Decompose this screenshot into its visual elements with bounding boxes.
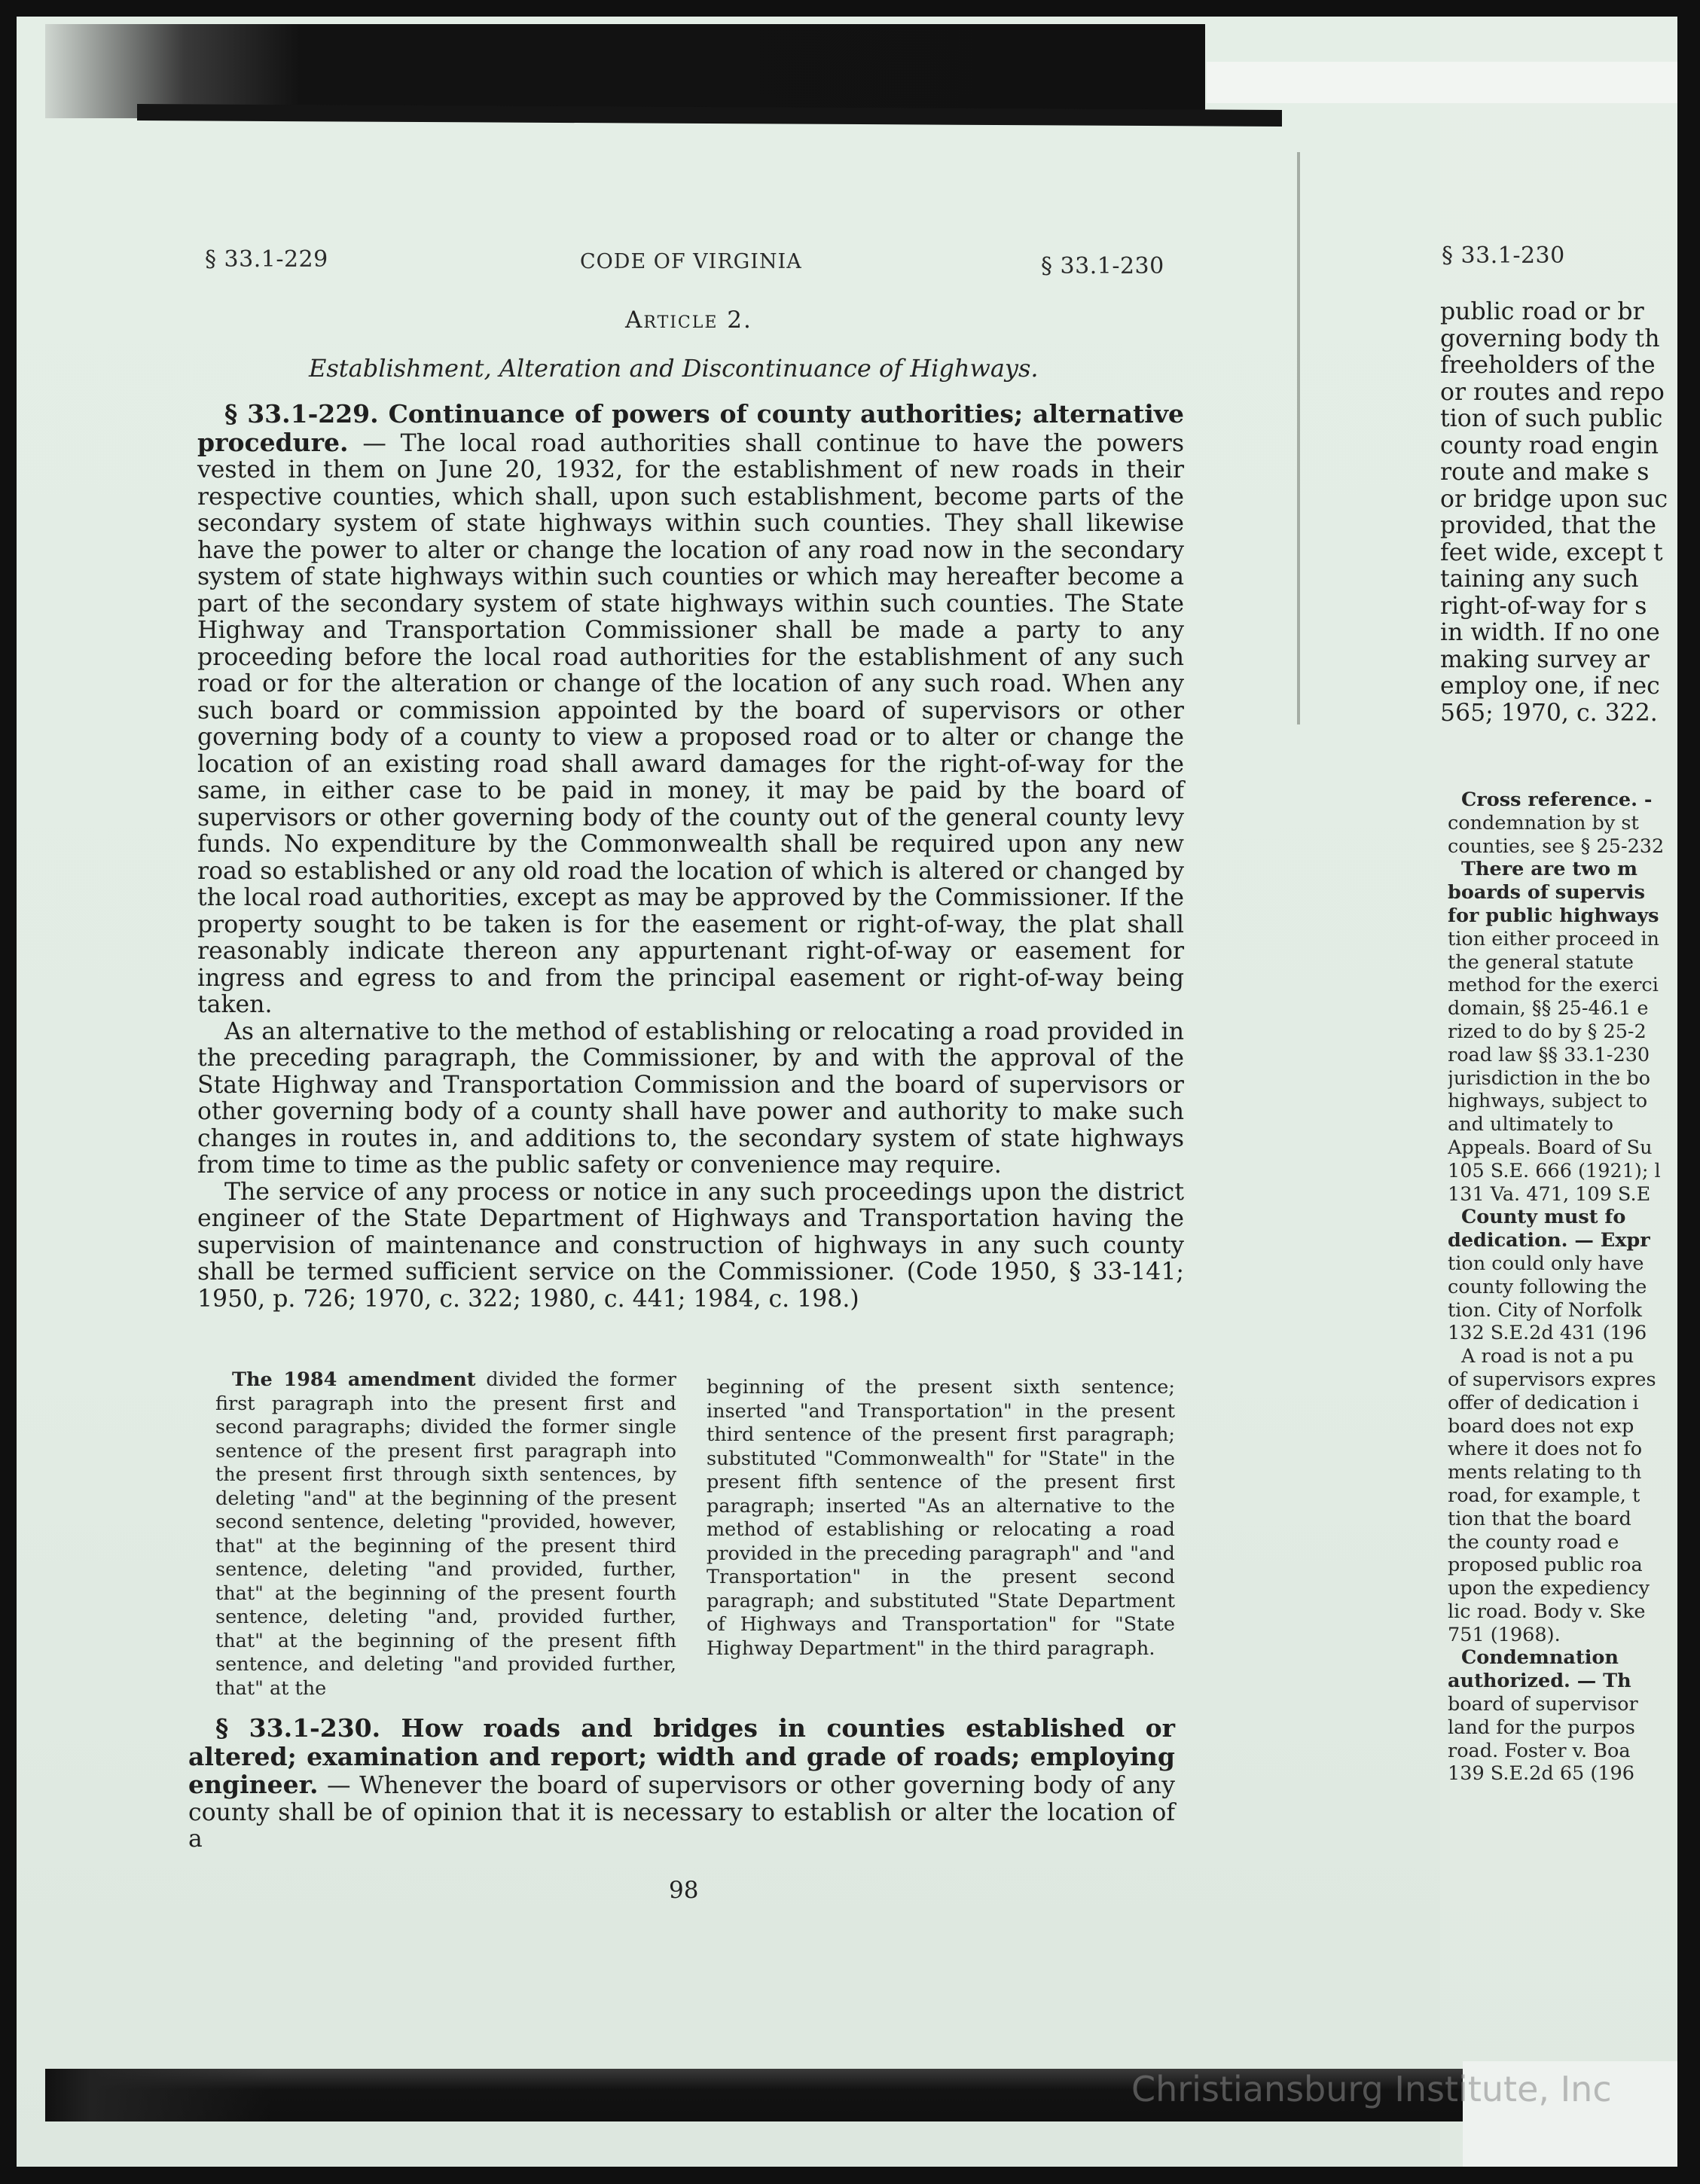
watermark-text: Christiansburg Institute, Inc bbox=[1131, 2069, 1612, 2109]
next-page-note-line: Cross reference. - bbox=[1461, 788, 1653, 811]
next-page-note-line: 139 S.E.2d 65 (196 bbox=[1448, 1762, 1634, 1786]
next-page-note-line: There are two m bbox=[1461, 858, 1637, 881]
next-page-main-line: governing body th bbox=[1440, 325, 1660, 352]
next-page-main-line: in width. If no one bbox=[1440, 619, 1660, 646]
section-229-para-1-text: — The local road authorities shall continue to have the powers vested in them on June 20, 1932, for the establishment of new roads in their respective counties, which shall, upon such establishment, become parts of the secondary system of state highways within such counties. They shall likewise have the power to alter or change the location of any road now in the secondary system of state highways within such counties or which may hereafter become a part of the secondary system of state highways within such counties. The State Highway and Transportation Commissioner shall be made a party to any proceeding before the local road authorities for the establishment of any such road or for the alteration or change of the location of any such road. When any such board or commission appointed by the board of supervisors or other governing body of a county to view a proposed road or to alter or change the location of an existing road shall award damages for the right-of-way for the same, in either case to be paid in money, it may be paid by the board of supervisors or other governing body of the county out of the general county levy funds. No expenditure by the Commonwealth shall be required upon any new road so established or any old road the location of which is altered or changed by the local road authorities, except as may be approved by the Commissioner. If the property sought to be taken is for the easement or right-of-way, the plat shall reasonably indicate thereon any appurtenant right-of-way or easement for ingress and egress to and from the principal easement or right-of-way being taken. bbox=[197, 429, 1184, 1018]
next-page-annotations bbox=[1448, 788, 1677, 1786]
next-page-note-line: for public highways bbox=[1448, 904, 1659, 927]
amendment-note-right-text: beginning of the present sixth sentence; inserted "and Transportation" in the present third sentence of the present first paragraph; substituted "Commonwealth" for "State" in the present fifth sentence of the present first paragraph; inserted "As an alternative to the method of establishing or relocating a road provided in the preceding paragraph" and "and Transportation" in the present second paragraph; and substituted "State Department of Highways and Transportation" for "State Highway Department" in the third paragraph. bbox=[707, 1376, 1175, 1660]
next-page-note-line: land for the purpos bbox=[1448, 1716, 1635, 1739]
next-page-note-line: board does not exp bbox=[1448, 1414, 1634, 1438]
next-page-note-line: of supervisors expres bbox=[1448, 1368, 1656, 1391]
next-page-note-line: ments relating to th bbox=[1448, 1461, 1642, 1484]
next-page-note-line: domain, §§ 25-46.1 e bbox=[1448, 997, 1649, 1020]
next-page-note-line: rized to do by § 25-2 bbox=[1448, 1020, 1647, 1043]
next-page-note-line: dedication. — Expr bbox=[1448, 1229, 1650, 1252]
next-page-note-line: jurisdiction in the bo bbox=[1448, 1066, 1651, 1090]
next-page-main-line: route and make s bbox=[1440, 459, 1650, 486]
next-page-main-line: employ one, if nec bbox=[1440, 673, 1660, 700]
scanned-page bbox=[17, 17, 1677, 2167]
next-page-note-line: 751 (1968). bbox=[1448, 1623, 1561, 1646]
amendment-note-right bbox=[707, 1376, 1175, 1661]
next-page-main-line: feet wide, except t bbox=[1440, 538, 1663, 566]
next-page-note-line: board of supervisor bbox=[1448, 1693, 1638, 1716]
next-page-main-line: making survey ar bbox=[1440, 645, 1650, 673]
next-page-header-section: § 33.1-230 bbox=[1442, 242, 1565, 269]
header-title: CODE OF VIRGINIA bbox=[580, 250, 802, 273]
next-page-main-text bbox=[1440, 299, 1677, 727]
next-page-main-line: 565; 1970, c. 322. bbox=[1440, 699, 1658, 727]
next-page-note-line: tion could only have bbox=[1448, 1252, 1644, 1275]
next-page-main-line: provided, that the bbox=[1440, 512, 1657, 539]
next-page-note-line: A road is not a pu bbox=[1461, 1345, 1634, 1368]
next-page-note-line: boards of supervis bbox=[1448, 881, 1645, 904]
section-230-body bbox=[188, 1715, 1175, 1853]
page-gutter-line bbox=[1297, 152, 1300, 724]
amendment-note-left bbox=[215, 1368, 676, 1701]
article-number: Article 2. bbox=[625, 307, 752, 334]
next-page-note-line: County must fo bbox=[1461, 1206, 1626, 1229]
next-page-main-line: right-of-way for s bbox=[1440, 592, 1647, 620]
next-page-note-line: tion. City of Norfolk bbox=[1448, 1298, 1642, 1322]
header-right-section: § 33.1-230 bbox=[1041, 253, 1164, 279]
next-page-note-line: 132 S.E.2d 431 (196 bbox=[1448, 1322, 1647, 1345]
next-page-note-line: county following the bbox=[1448, 1275, 1647, 1298]
next-page-note-line: highways, subject to bbox=[1448, 1090, 1648, 1113]
next-page-note-line: where it does not fo bbox=[1448, 1438, 1643, 1461]
amendment-note-left-text: divided the former first paragraph into the present first and second paragraphs; divided the former single sentence of the present first paragraph into the present first through sixth sentences, by deleting "and" at the beginning of the present second sentence, deleting "provided, however, that" at the beginning of the present third sentence, deleting "and provided, further, that" at the beginning of the present fourth sentence, deleting "and, provided further, that" at the beginning of the present fifth sentence, and deleting "and provided further, that" at the bbox=[215, 1368, 676, 1700]
next-page-note-line: lic road. Body v. Ske bbox=[1448, 1600, 1646, 1623]
scan-shadow-bottom-fade bbox=[45, 2069, 271, 2121]
next-page-note-line: offer of dedication i bbox=[1448, 1391, 1639, 1414]
next-page-main-line: tion of such public bbox=[1440, 405, 1663, 432]
scan-edge-top-right bbox=[1207, 62, 1677, 103]
next-page-main-line: or bridge upon suc bbox=[1440, 485, 1668, 513]
section-229-para-2: As an alternative to the method of establishing or relocating a road provided in the preceding paragraph, the Commissioner, by and with the approval of the State Highway and Transportation Commission and the board of supervisors or other governing body of a county shall have power and authority to make such changes in routes in, and additions to, the secondary system of state highways from time to time as the public safety or convenience may require. bbox=[197, 1017, 1184, 1179]
next-page-main-line: taining any such bbox=[1440, 566, 1639, 593]
next-page-note-line: proposed public roa bbox=[1448, 1554, 1643, 1577]
next-page-note-line: the county road e bbox=[1448, 1530, 1619, 1554]
next-page-note-line: and ultimately to bbox=[1448, 1113, 1614, 1136]
next-page-note-line: upon the expediency bbox=[1448, 1577, 1650, 1600]
amendment-note-lead: The 1984 amendment bbox=[232, 1368, 476, 1391]
next-page-note-line: road law §§ 33.1-230 bbox=[1448, 1043, 1650, 1066]
next-page-note-line: the general statute bbox=[1448, 950, 1634, 974]
next-page-note-line: counties, see § 25-232 bbox=[1448, 834, 1665, 858]
section-229-para-1 bbox=[197, 401, 1184, 1019]
next-page-note-line: Condemnation bbox=[1461, 1646, 1619, 1670]
next-page-main-line: county road engin bbox=[1440, 432, 1659, 459]
next-page-note-line: method for the exerci bbox=[1448, 974, 1659, 997]
next-page-note-line: authorized. — Th bbox=[1448, 1670, 1631, 1693]
next-page-note-line: condemnation by st bbox=[1448, 811, 1639, 834]
next-page-note-line: 131 Va. 471, 109 S.E bbox=[1448, 1182, 1651, 1206]
section-229-heading: § 33.1-229. Continuance of powers of county authorities; alternative procedure. bbox=[197, 399, 1184, 457]
next-page-note-line: road. Foster v. Boa bbox=[1448, 1739, 1631, 1762]
header-left-section: § 33.1-229 bbox=[205, 246, 328, 273]
section-230-heading: § 33.1-230. How roads and bridges in counties established or altered; examination and report; width and grade of roads; employing engineer. bbox=[188, 1713, 1175, 1799]
article-title: Establishment, Alteration and Discontinuance of Highways. bbox=[309, 354, 1039, 383]
next-page-note-line: tion either proceed in bbox=[1448, 927, 1659, 950]
section-230-text: — Whenever the board of supervisors or other governing body of any county shall be of opinion that it is necessary to establish or alter the location of a bbox=[188, 1772, 1176, 1853]
next-page-note-line: Appeals. Board of Su bbox=[1448, 1136, 1653, 1159]
next-page-note-line: road, for example, t bbox=[1448, 1484, 1640, 1507]
next-page-main-line: freeholders of the bbox=[1440, 352, 1656, 379]
page-number: 98 bbox=[669, 1877, 699, 1904]
next-page-main-line: or routes and repo bbox=[1440, 378, 1665, 406]
section-229-body bbox=[197, 401, 1184, 1313]
next-page-note-line: tion that the board bbox=[1448, 1507, 1631, 1530]
section-229-para-3: The service of any process or notice in any such proceedings upon the district engineer of the State Department of Highways and Transportation having the supervision of maintenance and construction of highways in any such county shall be termed sufficient service on the Commissioner. (Code 1950, § 33-141; 1950, p. 726; 1970, c. 322; 1980, c. 441; 1984, c. 198.) bbox=[197, 1178, 1184, 1313]
next-page-note-line: 105 S.E. 666 (1921); l bbox=[1448, 1159, 1661, 1182]
next-page-main-line: public road or br bbox=[1440, 299, 1644, 325]
